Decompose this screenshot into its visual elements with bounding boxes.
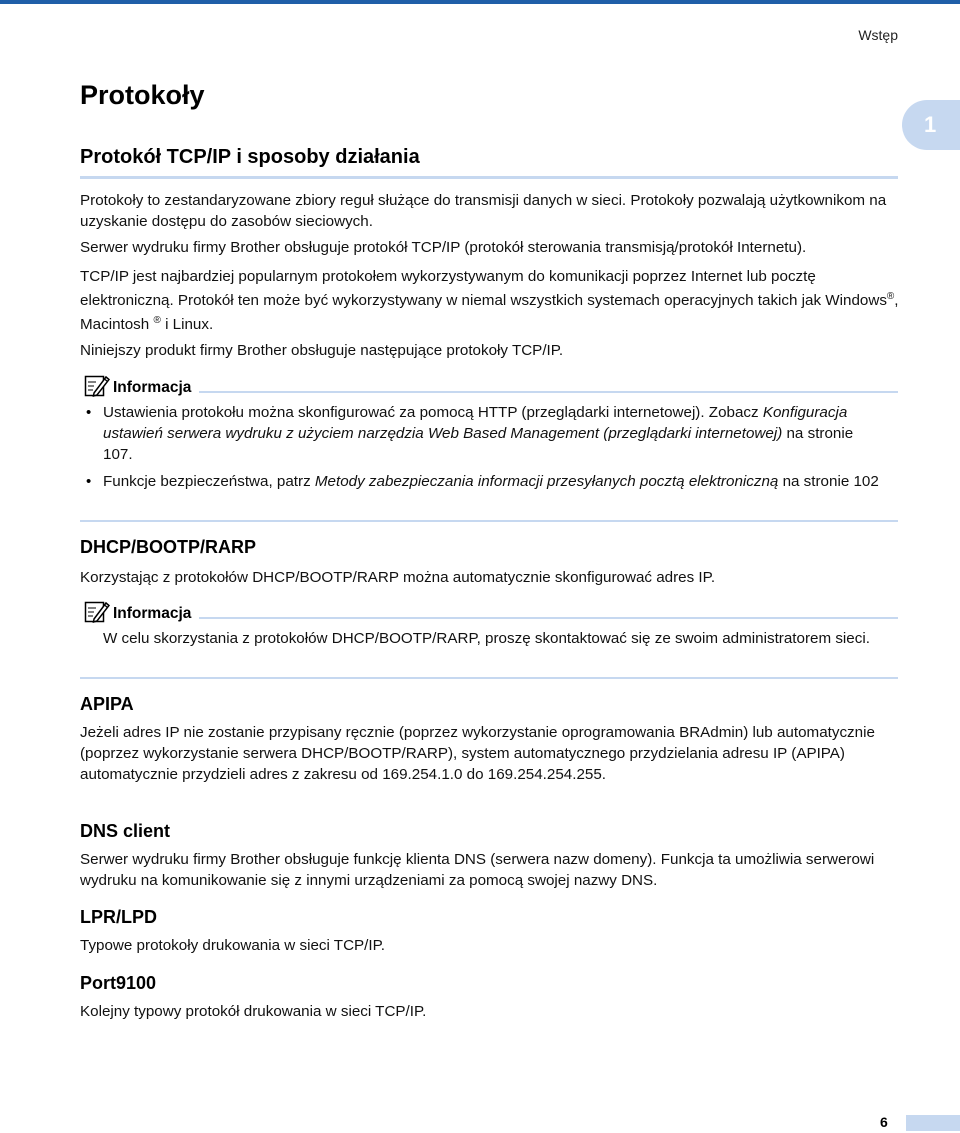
note-pencil-icon: [84, 599, 110, 623]
intro-p3-text: TCP/IP jest najbardziej popularnym protokołem wykorzystywanym do komunikacji poprzez Internet lub pocztę elektroniczną. Protokół ten może być wykorzystywany w niemal wszystkich systemach operacyjnych takich jak Windows: [80, 268, 887, 309]
bullet-marker: •: [86, 473, 92, 490]
note-end-rule: [80, 520, 898, 522]
intro-paragraph-2: Serwer wydruku firmy Brother obsługuje protokół TCP/IP (protokół sterowania transmisją/protokół Internetu).: [80, 239, 807, 256]
section-title-rule: [80, 176, 898, 179]
dns-text: Serwer wydruku firmy Brother obsługuje funkcję klienta DNS (serwera nazw domeny). Funkcja ta umożliwia serwerowi wydruku na komunikowanie się z innymi urządzeniami za pomocą swojej nazwy DNS.: [80, 851, 875, 889]
note-label: Informacja: [113, 379, 192, 396]
note-label: Informacja: [113, 605, 192, 622]
section-title: Protokół TCP/IP i sposoby działania: [80, 146, 420, 168]
dns-title: DNS client: [80, 821, 171, 841]
intro-paragraph-4: Niniejszy produkt firmy Brother obsługuje następujące protokoły TCP/IP.: [80, 342, 564, 359]
apipa-text: Jeżeli adres IP nie zostanie przypisany ręcznie (poprzez wykorzystanie oprogramowania BRAdmin) lub automatycznie (poprzez wykorzystanie serwera DHCP/BOOTP/RARP), system automatycznego przydzielania adresu IP (APIPA) automatycznie przydzieli adres z zakresu od 169.254.1.0 do 169.254.254.255.: [80, 724, 875, 783]
page-number: 6: [880, 1114, 888, 1130]
note-bullet-1-suffix: na stronie 107.: [103, 425, 854, 463]
page-number-tab: [906, 1115, 960, 1131]
top-rule: [0, 0, 960, 4]
dhcp-text: Korzystając z protokołów DHCP/BOOTP/RARP można automatycznie skonfigurować adres IP.: [80, 569, 716, 586]
note-bullet-2-text: Funkcje bezpieczeństwa, patrz: [103, 473, 315, 490]
header-section-label: Wstęp: [858, 27, 898, 43]
note-bullet-1-text: Ustawienia protokołu można skonfigurować za pomocą HTTP (przeglądarki internetowej). Zobacz: [103, 404, 763, 421]
registered-mark: ®: [886, 290, 895, 302]
port9100-text: Kolejny typowy protokół drukowania w sieci TCP/IP.: [80, 1003, 427, 1020]
intro-p3-macintosh: , Macintosh: [80, 292, 899, 333]
note-pencil-icon: [84, 373, 110, 397]
intro-paragraph-3: [80, 265, 900, 337]
cross-reference-link[interactable]: Konfiguracja ustawień serwera wydruku z użyciem narzędzia Web Based Management (przeglądarki internetowej): [103, 404, 848, 442]
note-bullet-2-suffix: na stronie 102: [778, 473, 879, 490]
bullet-marker: •: [86, 404, 92, 421]
lpr-text: Typowe protokoły drukowania w sieci TCP/IP.: [80, 937, 386, 954]
chapter-tab: [902, 100, 960, 150]
note-bullet-2: [103, 471, 883, 492]
note-header-rule: [199, 617, 898, 619]
intro-p3-after: i Linux.: [160, 316, 214, 333]
note-bullet-1: [103, 402, 883, 465]
lpr-title: LPR/LPD: [80, 907, 158, 927]
cross-reference-link[interactable]: Metody zabezpieczania informacji przesyłanych pocztą elektroniczną: [314, 473, 779, 490]
intro-paragraph-1: Protokoły to zestandaryzowane zbiory reguł służące do transmisji danych w sieci. Protokoły pozwalają użytkownikom na uzyskanie dostępu do zasobów sieciowych.: [80, 192, 887, 230]
note-header: [84, 599, 898, 623]
note-header: [84, 373, 898, 397]
chapter-number: 1: [924, 112, 937, 137]
note-end-rule: [80, 677, 898, 679]
page-title: Protokoły: [80, 80, 205, 110]
note-header-rule: [199, 391, 898, 393]
registered-mark: ®: [153, 314, 161, 326]
note-2-text: W celu skorzystania z protokołów DHCP/BOOTP/RARP, proszę skontaktować się ze swoim administratorem sieci.: [103, 630, 870, 647]
apipa-title: APIPA: [80, 694, 134, 714]
port9100-title: Port9100: [80, 973, 157, 993]
dhcp-title: DHCP/BOOTP/RARP: [80, 537, 257, 557]
